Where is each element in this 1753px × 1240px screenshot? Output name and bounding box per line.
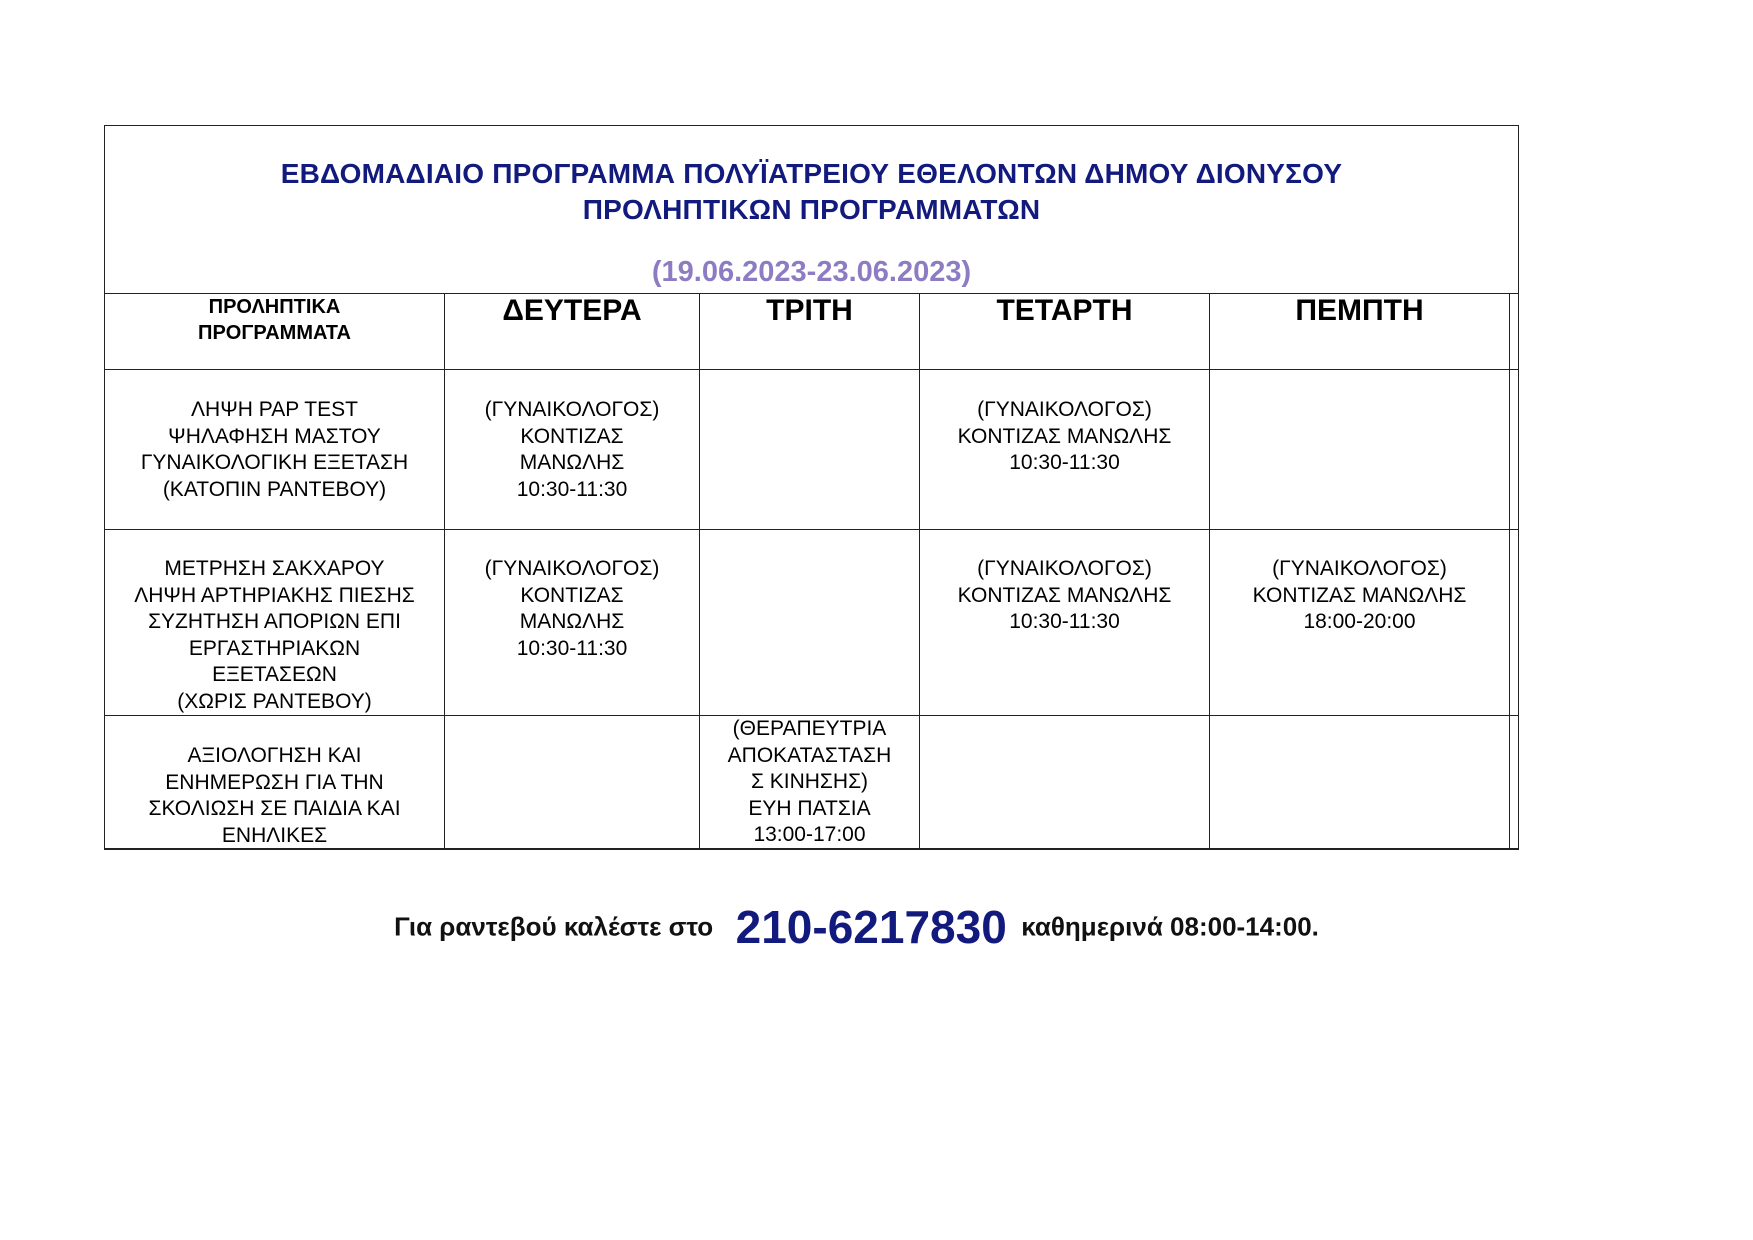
wednesday-cell: (ΓΥΝΑΙΚΟΛΟΓΟΣ) ΚΟΝΤΙΖΑΣ ΜΑΝΩΛΗΣ 10:30-11:30: [920, 530, 1210, 716]
page-title: ΕΒΔΟΜΑΔΙΑΙΟ ΠΡΟΓΡΑΜΜΑ ΠΟΛΥΪΑΤΡΕΙΟΥ ΕΘΕΛΟΝΤΩΝ ΔΗΜΟΥ ΔΙΟΝΥΣΟΥ: [280, 158, 1343, 189]
tuesday-cell: (ΘΕΡΑΠΕΥΤΡΙΑ ΑΠΟΚΑΤΑΣΤΑΣΗ Σ ΚΙΝΗΣΗΣ) ΕΥΗ ΠΑΤΣΙΑ 13:00-17:00: [700, 716, 920, 850]
table-header-row: [105, 294, 1519, 370]
row-spacer: [1510, 530, 1519, 716]
header-thursday: ΠΕΜΠΤΗ: [1210, 294, 1510, 370]
appointment-footer: [0, 900, 1753, 954]
schedule-table: [104, 293, 1519, 850]
wednesday-cell: (ΓΥΝΑΙΚΟΛΟΓΟΣ) ΚΟΝΤΙΖΑΣ ΜΑΝΩΛΗΣ 10:30-11:30: [920, 370, 1210, 530]
header-wednesday: ΤΕΤΑΡΤΗ: [920, 294, 1210, 370]
tuesday-cell: [700, 530, 920, 716]
program-cell: ΑΞΙΟΛΟΓΗΣΗ ΚΑΙ ΕΝΗΜΕΡΩΣΗ ΓΙΑ ΤΗΝ ΣΚΟΛΙΩΣΗ ΣΕ ΠΑΙΔΙΑ ΚΑΙ ΕΝΗΛΙΚΕΣ: [105, 716, 445, 850]
phone-number: 210-6217830: [735, 901, 1007, 953]
header-monday: ΔΕΥΤΕΡΑ: [445, 294, 700, 370]
header-programs: [105, 294, 445, 370]
thursday-cell: [1210, 716, 1510, 850]
wednesday-cell: [920, 716, 1210, 850]
row-spacer: [1510, 370, 1519, 530]
thursday-cell: [1210, 370, 1510, 530]
monday-cell: [445, 716, 700, 850]
program-cell: ΜΕΤΡΗΣΗ ΣΑΚΧΑΡΟΥ ΛΗΨΗ ΑΡΤΗΡΙΑΚΗΣ ΠΙΕΣΗΣ ΣΥΖΗΤΗΣΗ ΑΠΟΡΙΩΝ ΕΠΙ ΕΡΓΑΣΤΗΡΙΑΚΩΝ ΕΞΕΤΑΣΕΩΝ (ΧΩΡΙΣ ΡΑΝΤΕΒΟΥ): [105, 530, 445, 716]
monday-cell: (ΓΥΝΑΙΚΟΛΟΓΟΣ) ΚΟΝΤΙΖΑΣ ΜΑΝΩΛΗΣ 10:30-11:30: [445, 530, 700, 716]
footer-text-after: καθημερινά 08:00-14:00.: [1021, 911, 1319, 942]
header-tuesday: ΤΡΙΤΗ: [700, 294, 920, 370]
table-row: [105, 716, 1519, 850]
footer-text-before: Για ραντεβού καλέστε στο: [394, 911, 714, 942]
table-row: [105, 370, 1519, 530]
row-spacer: [1510, 716, 1519, 850]
header-spacer: [1510, 294, 1519, 370]
thursday-cell: (ΓΥΝΑΙΚΟΛΟΓΟΣ) ΚΟΝΤΙΖΑΣ ΜΑΝΩΛΗΣ 18:00-20:00: [1210, 530, 1510, 716]
program-cell: ΛΗΨΗ PAP TEST ΨΗΛΑΦΗΣΗ ΜΑΣΤΟΥ ΓΥΝΑΙΚΟΛΟΓΙΚΗ ΕΞΕΤΑΣΗ (ΚΑΤΟΠΙΝ ΡΑΝΤΕΒΟΥ): [105, 370, 445, 530]
date-range: (19.06.2023-23.06.2023): [651, 256, 972, 288]
tuesday-cell: [700, 370, 920, 530]
monday-cell: (ΓΥΝΑΙΚΟΛΟΓΟΣ) ΚΟΝΤΙΖΑΣ ΜΑΝΩΛΗΣ 10:30-11:30: [445, 370, 700, 530]
table-row: [105, 530, 1519, 716]
header-programs-label: ΠΡΟΛΗΠΤΙΚΑ ΠΡΟΓΡΑΜΜΑΤΑ: [198, 296, 351, 344]
title-block: [105, 126, 1518, 294]
page-subtitle: ΠΡΟΛΗΠΤΙΚΩΝ ΠΡΟΓΡΑΜΜΑΤΩΝ: [582, 194, 1041, 225]
schedule-sheet: [104, 125, 1519, 849]
